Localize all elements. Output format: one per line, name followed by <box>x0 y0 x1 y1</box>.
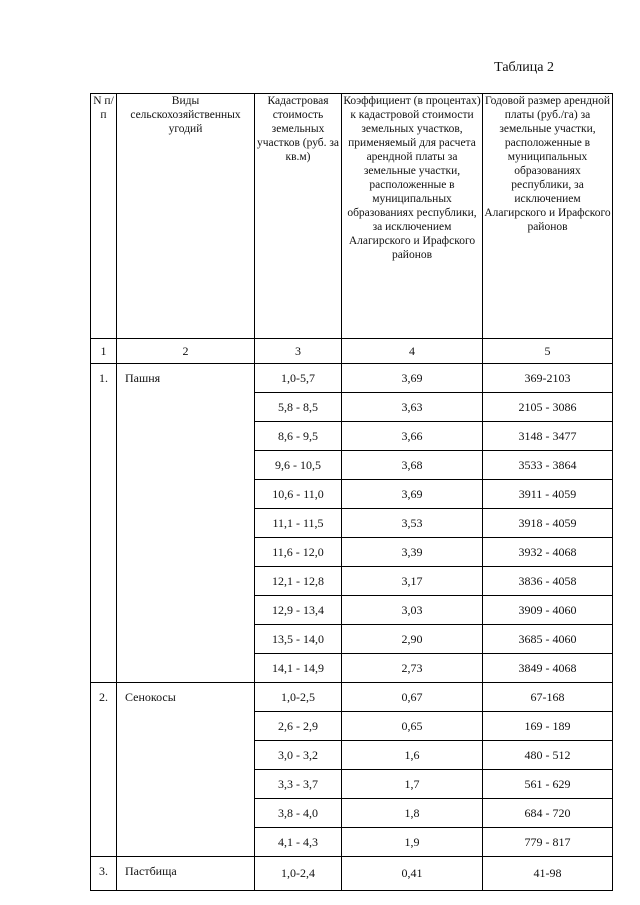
header-cadastral-cost: Кадастровая стоимость земельных участков (руб. за кв.м) <box>255 94 342 339</box>
table-row <box>91 857 613 891</box>
coefficient-cell: 2,73 <box>342 654 483 683</box>
cadastral-cost-cell: 2,6 - 2,9 <box>255 712 342 741</box>
coefficient-cell: 3,17 <box>342 567 483 596</box>
annual-rent-cell: 779 - 817 <box>483 828 613 857</box>
coefficient-cell: 3,68 <box>342 451 483 480</box>
annual-rent-cell: 369-2103 <box>483 364 613 393</box>
annual-rent-cell: 169 - 189 <box>483 712 613 741</box>
coefficient-cell: 3,53 <box>342 509 483 538</box>
cadastral-cost-cell: 3,8 - 4,0 <box>255 799 342 828</box>
coefficient-cell: 0,41 <box>342 857 483 891</box>
coefficient-cell: 3,66 <box>342 422 483 451</box>
column-number: 2 <box>117 339 255 364</box>
table-row <box>91 683 613 712</box>
table-body <box>91 364 613 891</box>
cadastral-cost-cell: 14,1 - 14,9 <box>255 654 342 683</box>
cadastral-cost-cell: 13,5 - 14,0 <box>255 625 342 654</box>
table-row <box>91 364 613 393</box>
coefficient-cell: 1,6 <box>342 741 483 770</box>
cadastral-cost-cell: 11,1 - 11,5 <box>255 509 342 538</box>
cadastral-cost-cell: 12,1 - 12,8 <box>255 567 342 596</box>
coefficient-cell: 3,63 <box>342 393 483 422</box>
annual-rent-cell: 3836 - 4058 <box>483 567 613 596</box>
cadastral-cost-cell: 4,1 - 4,3 <box>255 828 342 857</box>
column-number: 4 <box>342 339 483 364</box>
annual-rent-cell: 2105 - 3086 <box>483 393 613 422</box>
coefficient-cell: 1,9 <box>342 828 483 857</box>
coefficient-cell: 1,7 <box>342 770 483 799</box>
coefficient-cell: 3,03 <box>342 596 483 625</box>
cadastral-cost-cell: 11,6 - 12,0 <box>255 538 342 567</box>
annual-rent-cell: 3849 - 4068 <box>483 654 613 683</box>
cadastral-cost-cell: 8,6 - 9,5 <box>255 422 342 451</box>
header-land-type: Виды сельскохозяйственных угодий <box>117 94 255 339</box>
annual-rent-cell: 3533 - 3864 <box>483 451 613 480</box>
header-number: N п/п <box>91 94 117 339</box>
group-number: 1. <box>91 364 117 683</box>
coefficient-cell: 0,65 <box>342 712 483 741</box>
annual-rent-cell: 67-168 <box>483 683 613 712</box>
annual-rent-cell: 3932 - 4068 <box>483 538 613 567</box>
land-type-name: Сенокосы <box>117 683 255 857</box>
land-type-name: Пашня <box>117 364 255 683</box>
coefficient-cell: 2,90 <box>342 625 483 654</box>
column-number-row <box>91 339 613 364</box>
cadastral-cost-cell: 3,0 - 3,2 <box>255 741 342 770</box>
header-coefficient: Коэффициент (в процентах) к кадастровой стоимости земельных участков, применяемый для расчета арендной платы за земельные участки, расположенные в муниципальных образованиях республики, за исключением Алагирского и Ирафского районов <box>342 94 483 339</box>
column-number: 3 <box>255 339 342 364</box>
annual-rent-cell: 41-98 <box>483 857 613 891</box>
rent-table <box>90 93 613 891</box>
cadastral-cost-cell: 9,6 - 10,5 <box>255 451 342 480</box>
group-number: 3. <box>91 857 117 891</box>
cadastral-cost-cell: 10,6 - 11,0 <box>255 480 342 509</box>
cadastral-cost-cell: 1,0-2,4 <box>255 857 342 891</box>
coefficient-cell: 0,67 <box>342 683 483 712</box>
cadastral-cost-cell: 3,3 - 3,7 <box>255 770 342 799</box>
column-number: 5 <box>483 339 613 364</box>
column-number: 1 <box>91 339 117 364</box>
coefficient-cell: 3,69 <box>342 364 483 393</box>
table-caption: Таблица 2 <box>494 60 554 75</box>
coefficient-cell: 3,39 <box>342 538 483 567</box>
coefficient-cell: 3,69 <box>342 480 483 509</box>
annual-rent-cell: 480 - 512 <box>483 741 613 770</box>
annual-rent-cell: 3685 - 4060 <box>483 625 613 654</box>
annual-rent-cell: 3911 - 4059 <box>483 480 613 509</box>
group-number: 2. <box>91 683 117 857</box>
annual-rent-cell: 3148 - 3477 <box>483 422 613 451</box>
annual-rent-cell: 561 - 629 <box>483 770 613 799</box>
cadastral-cost-cell: 1,0-2,5 <box>255 683 342 712</box>
annual-rent-cell: 3909 - 4060 <box>483 596 613 625</box>
header-row <box>91 94 613 339</box>
annual-rent-cell: 684 - 720 <box>483 799 613 828</box>
cadastral-cost-cell: 5,8 - 8,5 <box>255 393 342 422</box>
header-annual-rent: Годовой размер арендной платы (руб./га) за земельные участки, расположенные в муниципальных образованиях республики, за исключением Алагирского и Ирафского районов <box>483 94 613 339</box>
land-type-name: Пастбища <box>117 857 255 891</box>
coefficient-cell: 1,8 <box>342 799 483 828</box>
cadastral-cost-cell: 1,0-5,7 <box>255 364 342 393</box>
cadastral-cost-cell: 12,9 - 13,4 <box>255 596 342 625</box>
annual-rent-cell: 3918 - 4059 <box>483 509 613 538</box>
